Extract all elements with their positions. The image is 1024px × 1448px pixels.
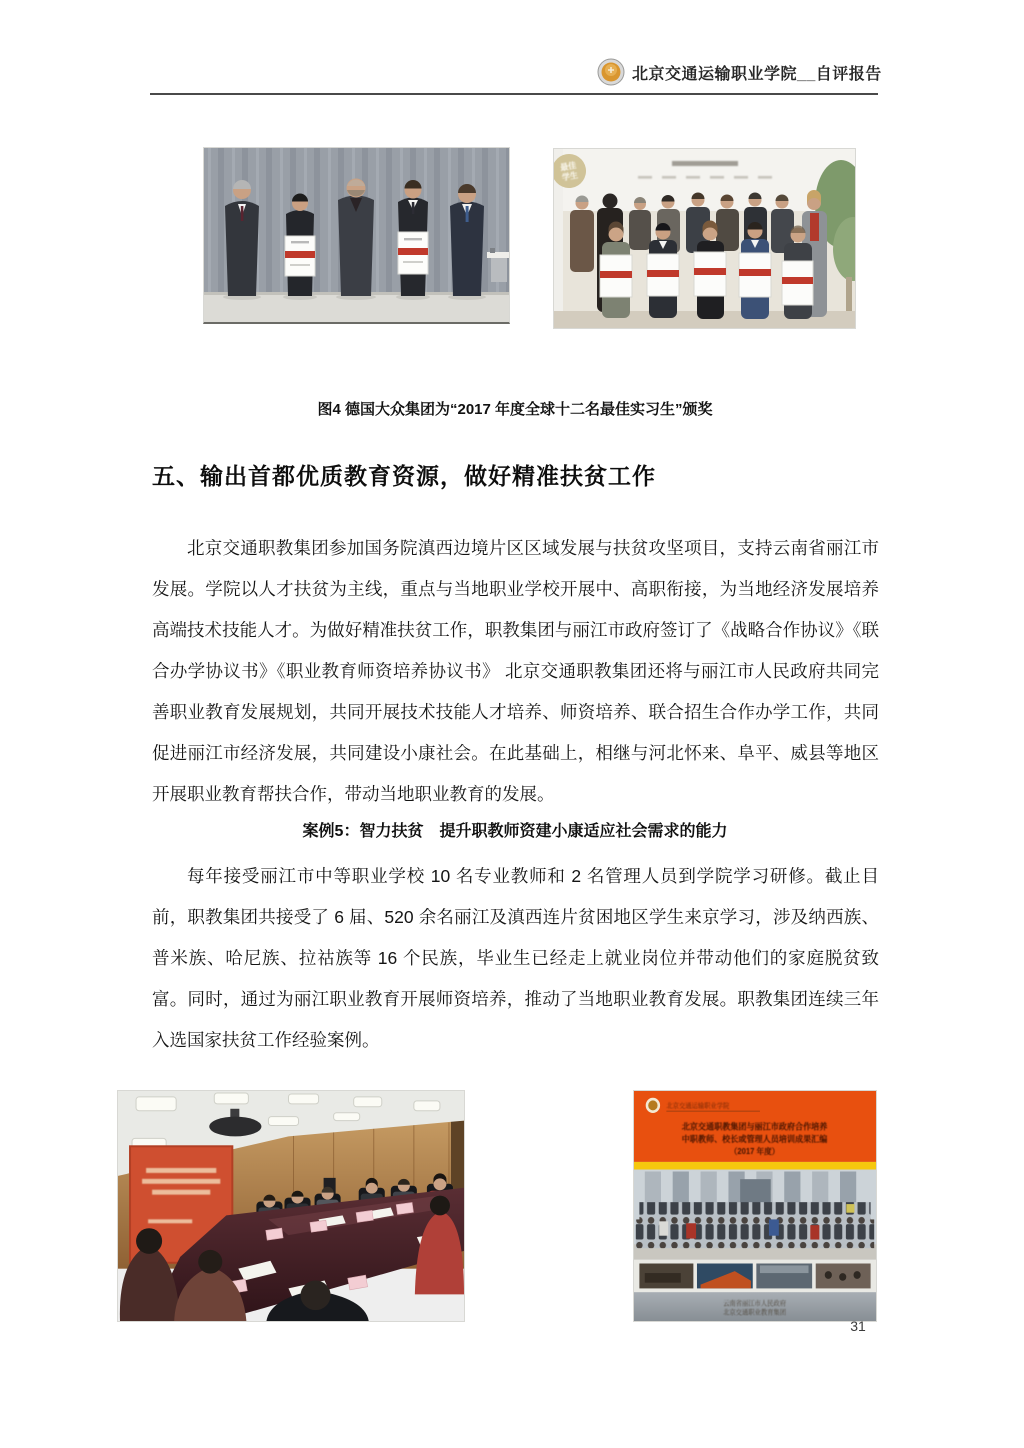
photo-meeting-room bbox=[117, 1090, 465, 1322]
booklet-title-line2: 中职教师、校长或管理人员培训成果汇编 bbox=[681, 1133, 828, 1144]
badge-text-line2: 学生 bbox=[561, 170, 579, 183]
page-number: 31 bbox=[850, 1318, 866, 1334]
booklet-title-line3: （2017 年度） bbox=[729, 1147, 780, 1157]
booklet-group-photo bbox=[634, 1170, 876, 1260]
booklet-header bbox=[634, 1091, 876, 1162]
photo-booklet-cover bbox=[633, 1090, 877, 1322]
booklet-footer-line2: 北京交通职业教育集团 bbox=[723, 1309, 787, 1317]
booklet-yellow-stripe bbox=[634, 1162, 876, 1170]
case5-paragraph: 每年接受丽江市中等职业学校 10 名专业教师和 2 名管理人员到学院学习研修。截止目前，职教集团共接受了 6 届、520 余名丽江及滇西连片贫困地区学生来京学习，涉及纳西族、普米族、哈尼族、拉祜族等 16 个民族，毕业生已经走上就业岗位并带动他们的家庭脱贫致富。同时，通过为丽江职业教育开展师资培养，推动了当地职业教育发展。职教集团连续三年入选国家扶贫工作经验案例。 bbox=[152, 866, 879, 1050]
booklet-photo-strip bbox=[634, 1260, 876, 1293]
college-logo-icon bbox=[597, 58, 625, 86]
booklet-footer-line1: 云南省丽江市人民政府 bbox=[723, 1300, 787, 1308]
certificate bbox=[285, 236, 315, 276]
figure4-caption: 图4 德国大众集团为“2017 年度全球十二名最佳实习生”颁奖 bbox=[317, 401, 713, 418]
certificate bbox=[398, 232, 428, 274]
header-report-title: 北京交通运输职业学院__自评报告 bbox=[632, 66, 882, 83]
photo-award-ceremony-stage bbox=[203, 147, 510, 324]
photo-award-group bbox=[553, 148, 856, 329]
badge-text-line1: 最佳 bbox=[559, 160, 577, 173]
booklet-footer bbox=[634, 1292, 876, 1321]
booklet-title-line1: 北京交通职教集团与丽江市政府合作培养 bbox=[681, 1121, 828, 1132]
section-paragraph: 北京交通职教集团参加国务院滇西边境片区区域发展与扶贫攻坚项目，支持云南省丽江市发展。学院以人才扶贫为主线，重点与当地职业学校开展中、高职衔接，为当地经济发展培养高端技术技能人才。为做好精准扶贫工作，职教集团与丽江市政府签订了《战略合作协议》《联合办学协议书》《职业教育师资培养协议书》 北京交通职教集团还将与丽江市人民政府共同完善职业教育发展规划，共同开展技术技能人才培养、师资培养、联合招生合作办学工作，共同促进丽江市经济发展，共同建设小康社会。在此基础上，相继与河北怀来、阜平、威县等地区开展职业教育帮扶合作，带动当地职业教育的发展。 bbox=[152, 538, 879, 804]
booklet-college-name: 北京交通运输职业学院 bbox=[666, 1103, 730, 1111]
section-heading: 五、输出首都优质教育资源，做好精准扶贫工作 bbox=[152, 464, 656, 489]
header-divider bbox=[150, 93, 878, 95]
case5-heading: 案例5：智力扶贫 提升职教师资建小康适应社会需求的能力 bbox=[302, 823, 728, 840]
